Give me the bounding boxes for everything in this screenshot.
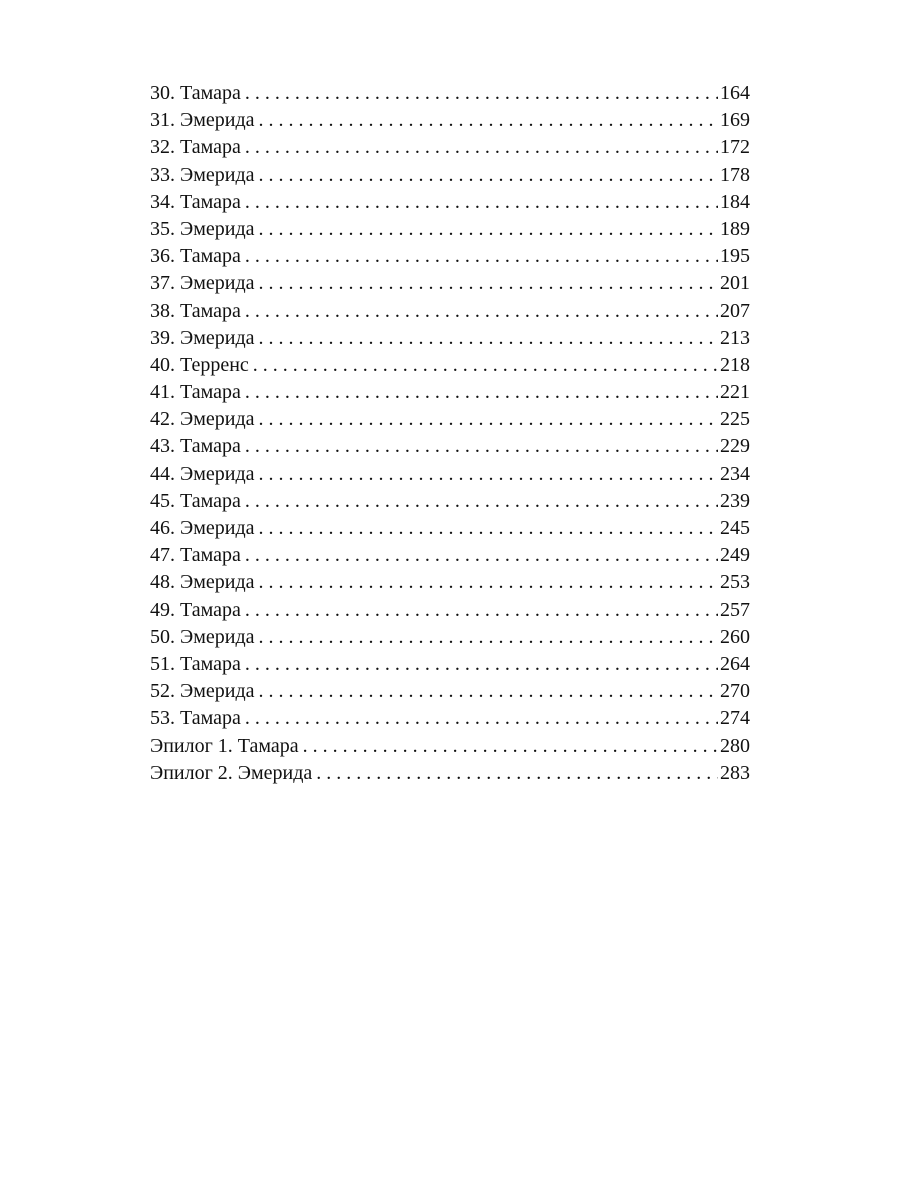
toc-entry-title: 49. Тамара: [150, 598, 241, 621]
toc-entry-title: 37. Эмерида: [150, 272, 255, 295]
toc-entry-page: 245: [720, 517, 750, 539]
toc-entry-page: 213: [720, 326, 750, 349]
toc-entry: [150, 379, 750, 406]
toc-entry-title: 39. Эмерида: [150, 326, 255, 349]
toc-dot-leader: [245, 379, 718, 406]
toc-entry-page: 229: [720, 435, 750, 458]
toc-entry-title: 35. Эмерида: [150, 217, 255, 240]
toc-dot-leader: [259, 461, 719, 488]
toc-dot-leader: [259, 569, 719, 596]
toc-entry: [150, 515, 750, 542]
toc-entry: [150, 733, 750, 760]
toc-entry-page: 283: [720, 761, 750, 784]
toc-entry: [150, 461, 750, 488]
toc-entry-title: 42. Эмерида: [150, 408, 255, 431]
toc-entry-title: 43. Тамара: [150, 435, 241, 458]
toc-entry-page: 207: [720, 299, 750, 322]
toc-dot-leader: [245, 651, 718, 678]
toc-entry-title: 32. Тамара: [150, 136, 241, 159]
toc-entry-page: 184: [720, 190, 750, 213]
toc-entry: [150, 651, 750, 678]
toc-entry-title: Эпилог 1. Тамара: [150, 734, 299, 757]
toc-entry: [150, 325, 750, 352]
toc-entry: [150, 624, 750, 651]
toc-entry: [150, 162, 750, 189]
toc-entry: [150, 488, 750, 515]
toc-entry-title: 53. Тамара: [150, 707, 241, 730]
toc-entry-page: 239: [720, 489, 750, 512]
toc-entry-page: 260: [720, 625, 750, 648]
toc-entry-title: 36. Тамара: [150, 245, 241, 268]
toc-entry: [150, 678, 750, 705]
toc-entry-page: 253: [720, 571, 750, 594]
toc-dot-leader: [245, 705, 718, 732]
toc-dot-leader: [259, 107, 719, 134]
toc-entry-title: 52. Эмерида: [150, 680, 255, 703]
toc-entry: [150, 107, 750, 134]
toc-dot-leader: [245, 597, 718, 624]
toc-entry-page: 172: [720, 136, 750, 159]
toc-dot-leader: [245, 134, 718, 161]
toc-dot-leader: [245, 298, 718, 325]
toc-dot-leader: [259, 406, 719, 433]
toc-entry-title: 38. Тамара: [150, 299, 241, 322]
toc-dot-leader: [253, 352, 718, 379]
toc-dot-leader: [259, 270, 719, 297]
toc-entry: [150, 760, 750, 787]
toc-entry-title: 34. Тамара: [150, 190, 241, 213]
toc-dot-leader: [303, 733, 718, 760]
toc-dot-leader: [245, 433, 718, 460]
toc-entry-page: 221: [720, 381, 750, 404]
toc-entry: [150, 433, 750, 460]
toc-entry-page: 257: [720, 598, 750, 621]
toc-entry-page: 195: [720, 245, 750, 268]
toc-entry-page: 234: [720, 462, 750, 485]
toc-entry-title: 33. Эмерида: [150, 163, 255, 186]
toc-entry-title: 44. Эмерида: [150, 462, 255, 485]
toc-entry-page: 274: [720, 707, 750, 730]
toc-entry: [150, 569, 750, 596]
toc-entry-title: 50. Эмерида: [150, 625, 255, 648]
toc-entry-title: 47. Тамара: [150, 544, 241, 567]
toc-entry-title: 30. Тамара: [150, 82, 241, 104]
table-of-contents: [150, 80, 750, 787]
toc-dot-leader: [259, 325, 719, 352]
toc-dot-leader: [259, 162, 719, 189]
toc-entry-title: 31. Эмерида: [150, 109, 255, 132]
toc-entry: [150, 243, 750, 270]
toc-entry: [150, 406, 750, 433]
toc-entry-page: 201: [720, 272, 750, 295]
toc-entry: [150, 352, 750, 379]
toc-dot-leader: [259, 678, 719, 705]
toc-dot-leader: [245, 80, 718, 107]
toc-entry-page: 169: [720, 109, 750, 132]
toc-entry-page: 280: [720, 734, 750, 757]
toc-entry: [150, 270, 750, 297]
toc-entry: [150, 189, 750, 216]
toc-entry: [150, 134, 750, 161]
toc-entry: [150, 80, 750, 107]
toc-entry-title: Эпилог 2. Эмерида: [150, 761, 313, 784]
toc-entry-page: 189: [720, 217, 750, 240]
toc-dot-leader: [245, 243, 718, 270]
toc-dot-leader: [259, 515, 719, 542]
toc-entry-page: 249: [720, 544, 750, 567]
toc-entry-title: 51. Тамара: [150, 652, 241, 675]
toc-entry: [150, 542, 750, 569]
toc-dot-leader: [245, 542, 718, 569]
toc-entry: [150, 216, 750, 243]
toc-entry: [150, 298, 750, 325]
toc-dot-leader: [316, 760, 718, 787]
toc-entry-page: 225: [720, 408, 750, 431]
toc-dot-leader: [245, 189, 718, 216]
toc-entry-page: 264: [720, 652, 750, 675]
toc-entry-page: 270: [720, 680, 750, 703]
toc-entry-title: 46. Эмерида: [150, 517, 255, 539]
toc-dot-leader: [259, 624, 719, 651]
toc-dot-leader: [245, 488, 718, 515]
toc-entry-title: 45. Тамара: [150, 489, 241, 512]
toc-entry-title: 48. Эмерида: [150, 571, 255, 594]
toc-entry-title: 41. Тамара: [150, 381, 241, 404]
toc-entry-page: 218: [720, 353, 750, 376]
toc-entry-page: 178: [720, 163, 750, 186]
toc-entry-title: 40. Терренс: [150, 353, 249, 376]
toc-entry-page: 164: [720, 82, 750, 104]
toc-entry: [150, 705, 750, 732]
toc-entry: [150, 597, 750, 624]
toc-dot-leader: [259, 216, 719, 243]
